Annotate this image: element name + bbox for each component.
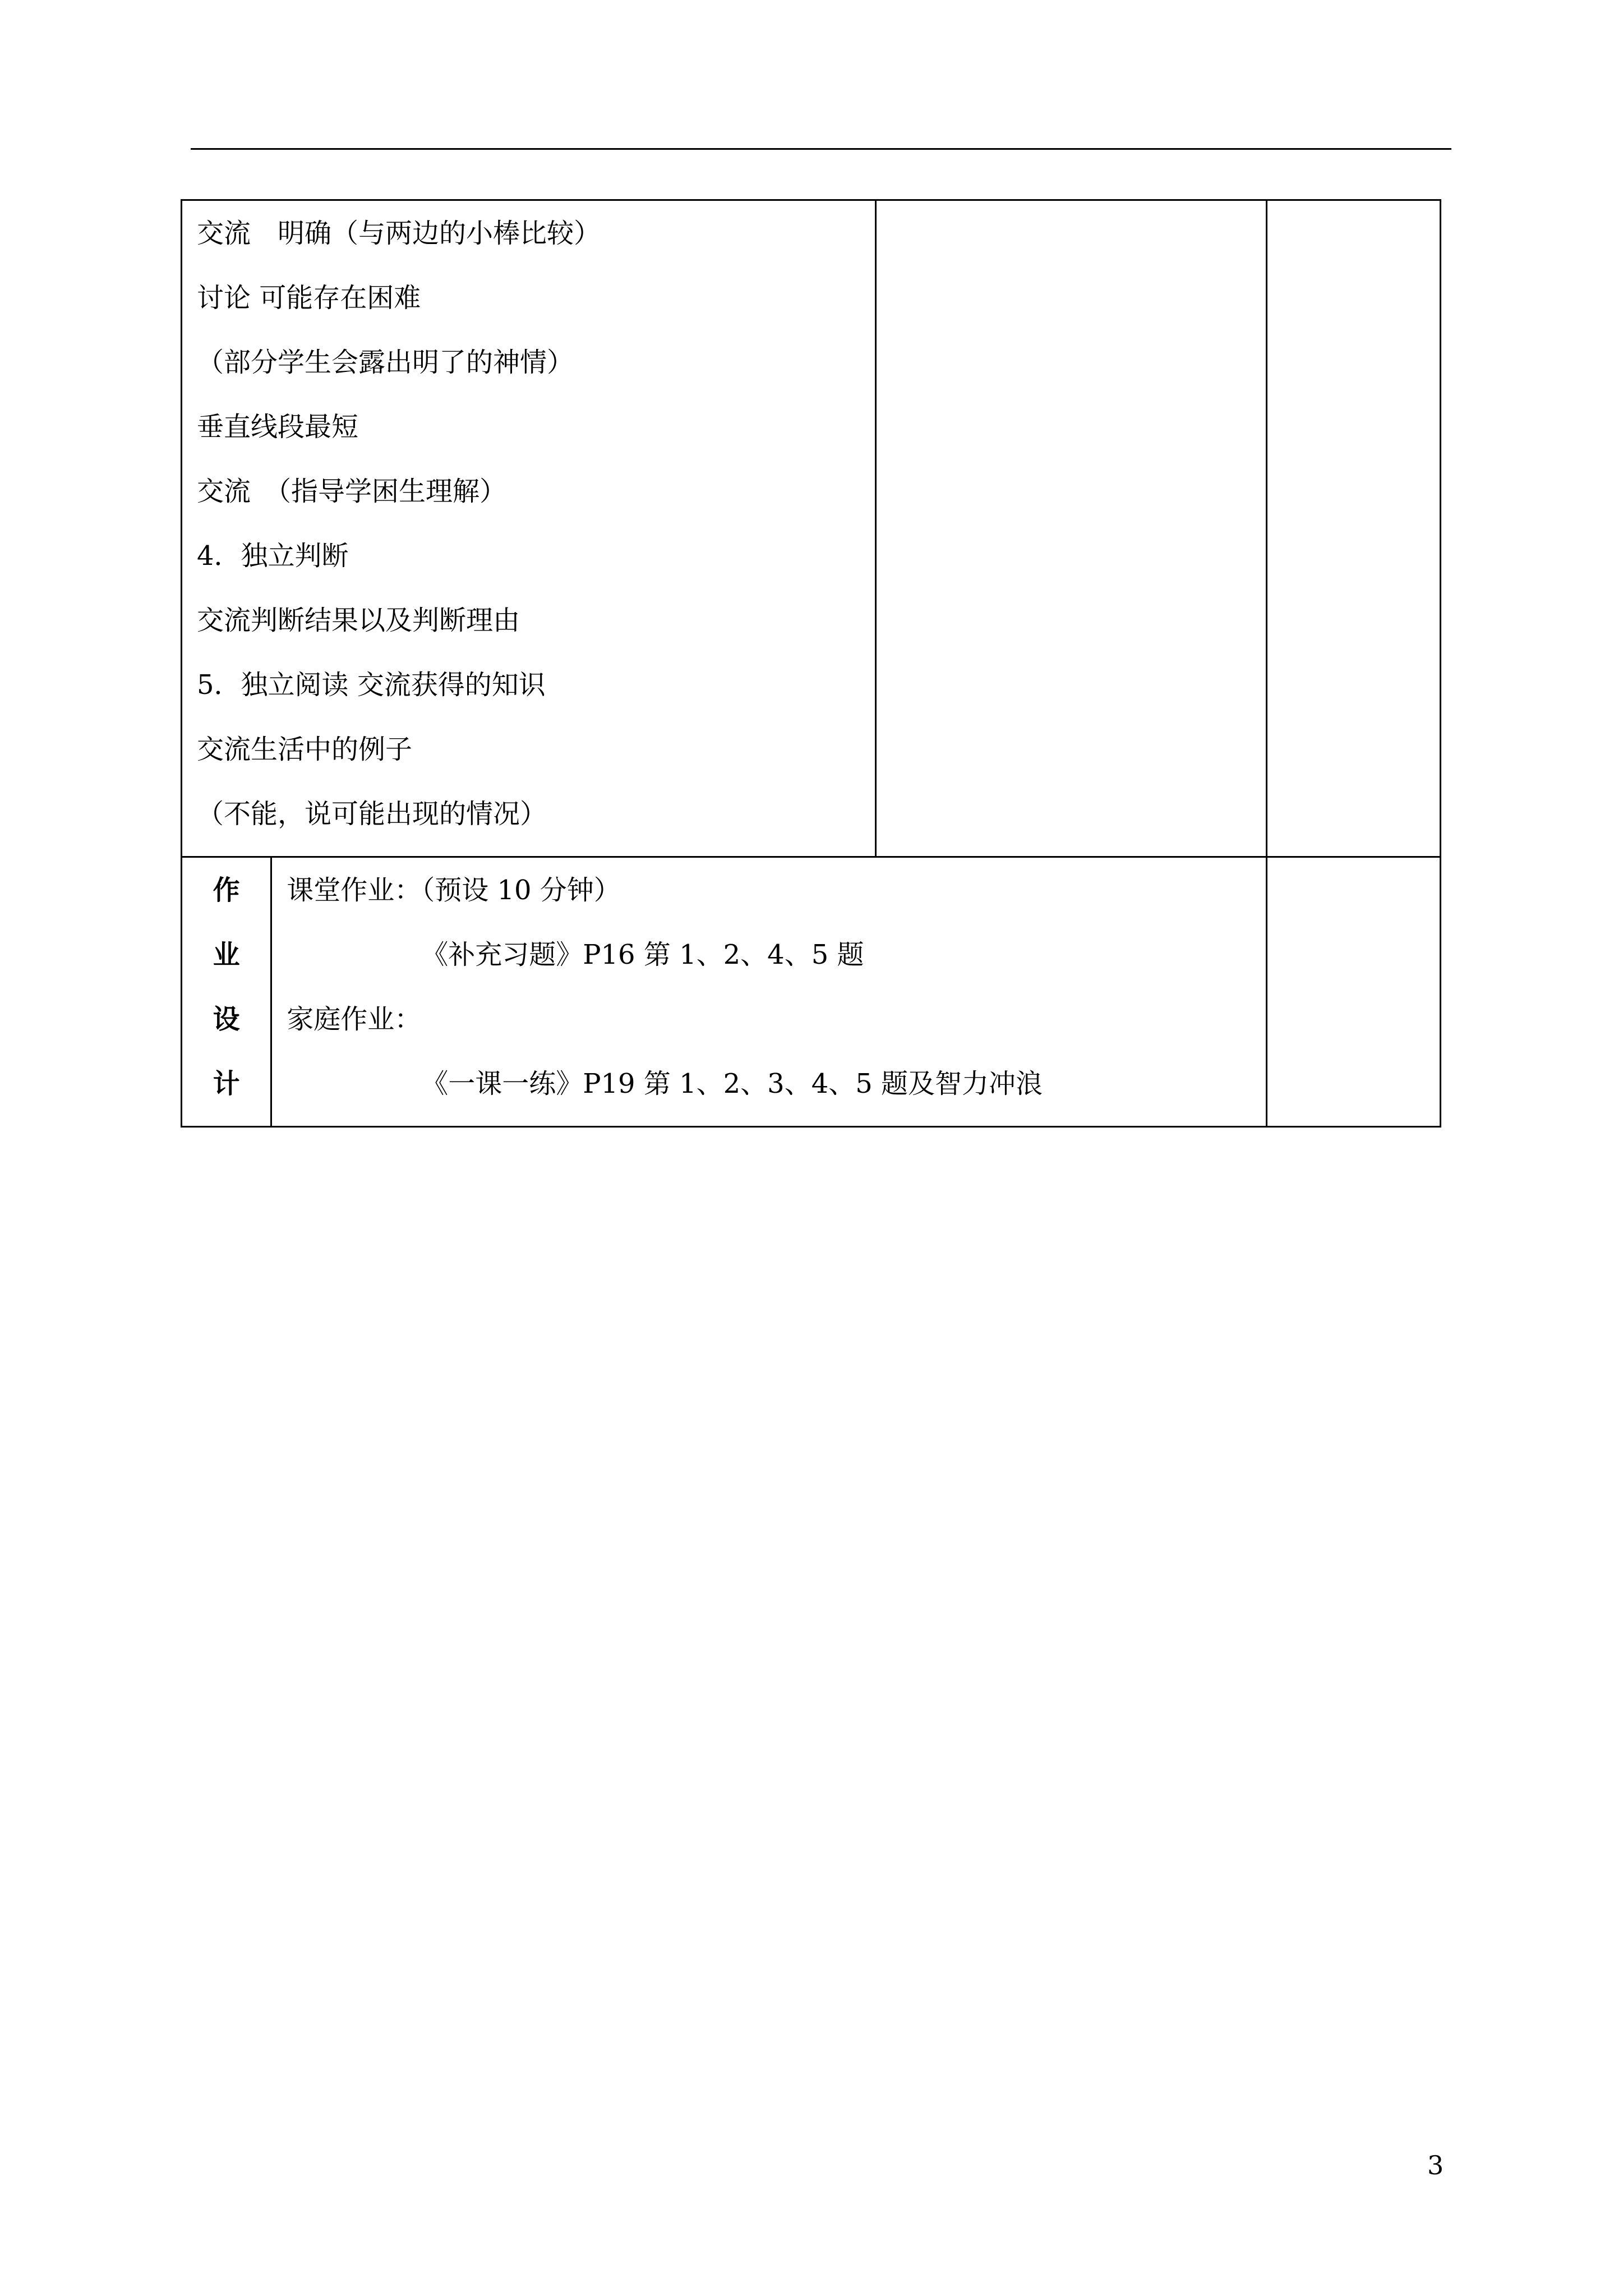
homework-right-empty-cell — [1266, 857, 1440, 1127]
homework-content-cell — [271, 857, 1266, 1127]
activity-line: 交流生活中的例子 — [197, 734, 413, 765]
page-number: 3 — [1427, 2150, 1444, 2180]
activity-line: 5．独立阅读 交流获得的知识 — [197, 669, 546, 701]
homework-design-label — [182, 857, 271, 1127]
label-char: 业 — [213, 939, 240, 970]
activity-line: 交流判断结果以及判断理由 — [197, 605, 520, 636]
class-homework-item: 《补充习题》P16 第 1、2、4、5 题 — [421, 939, 864, 970]
home-homework-item: 《一课一练》P19 第 1、2、3、4、5 题及智力冲浪 — [421, 1068, 1043, 1099]
activity-line: 交流 明确（与两边的小棒比较） — [197, 218, 601, 249]
label-char: 作 — [213, 875, 240, 906]
activity-line: （部分学生会露出明了的神情） — [197, 347, 574, 378]
lesson-plan-table — [181, 199, 1441, 1128]
class-homework-title: 课堂作业：（预设 10 分钟） — [287, 875, 621, 906]
activity-line: 垂直线段最短 — [197, 411, 359, 443]
label-char: 设 — [213, 1004, 240, 1035]
activity-line: 4．独立判断 — [197, 540, 349, 572]
activity-row — [182, 200, 1441, 857]
homework-row — [182, 857, 1441, 1127]
home-homework-title: 家庭作业： — [287, 1004, 422, 1035]
activity-line: （不能，说可能出现的情况） — [197, 798, 547, 830]
label-char: 计 — [213, 1068, 240, 1099]
header-rule — [191, 148, 1451, 150]
activity-line: 交流 （指导学困生理解） — [197, 476, 507, 507]
middle-empty-cell — [875, 200, 1266, 857]
right-empty-cell — [1266, 200, 1440, 857]
student-activity-cell — [182, 200, 876, 857]
activity-line: 讨论 可能存在困难 — [197, 282, 421, 314]
